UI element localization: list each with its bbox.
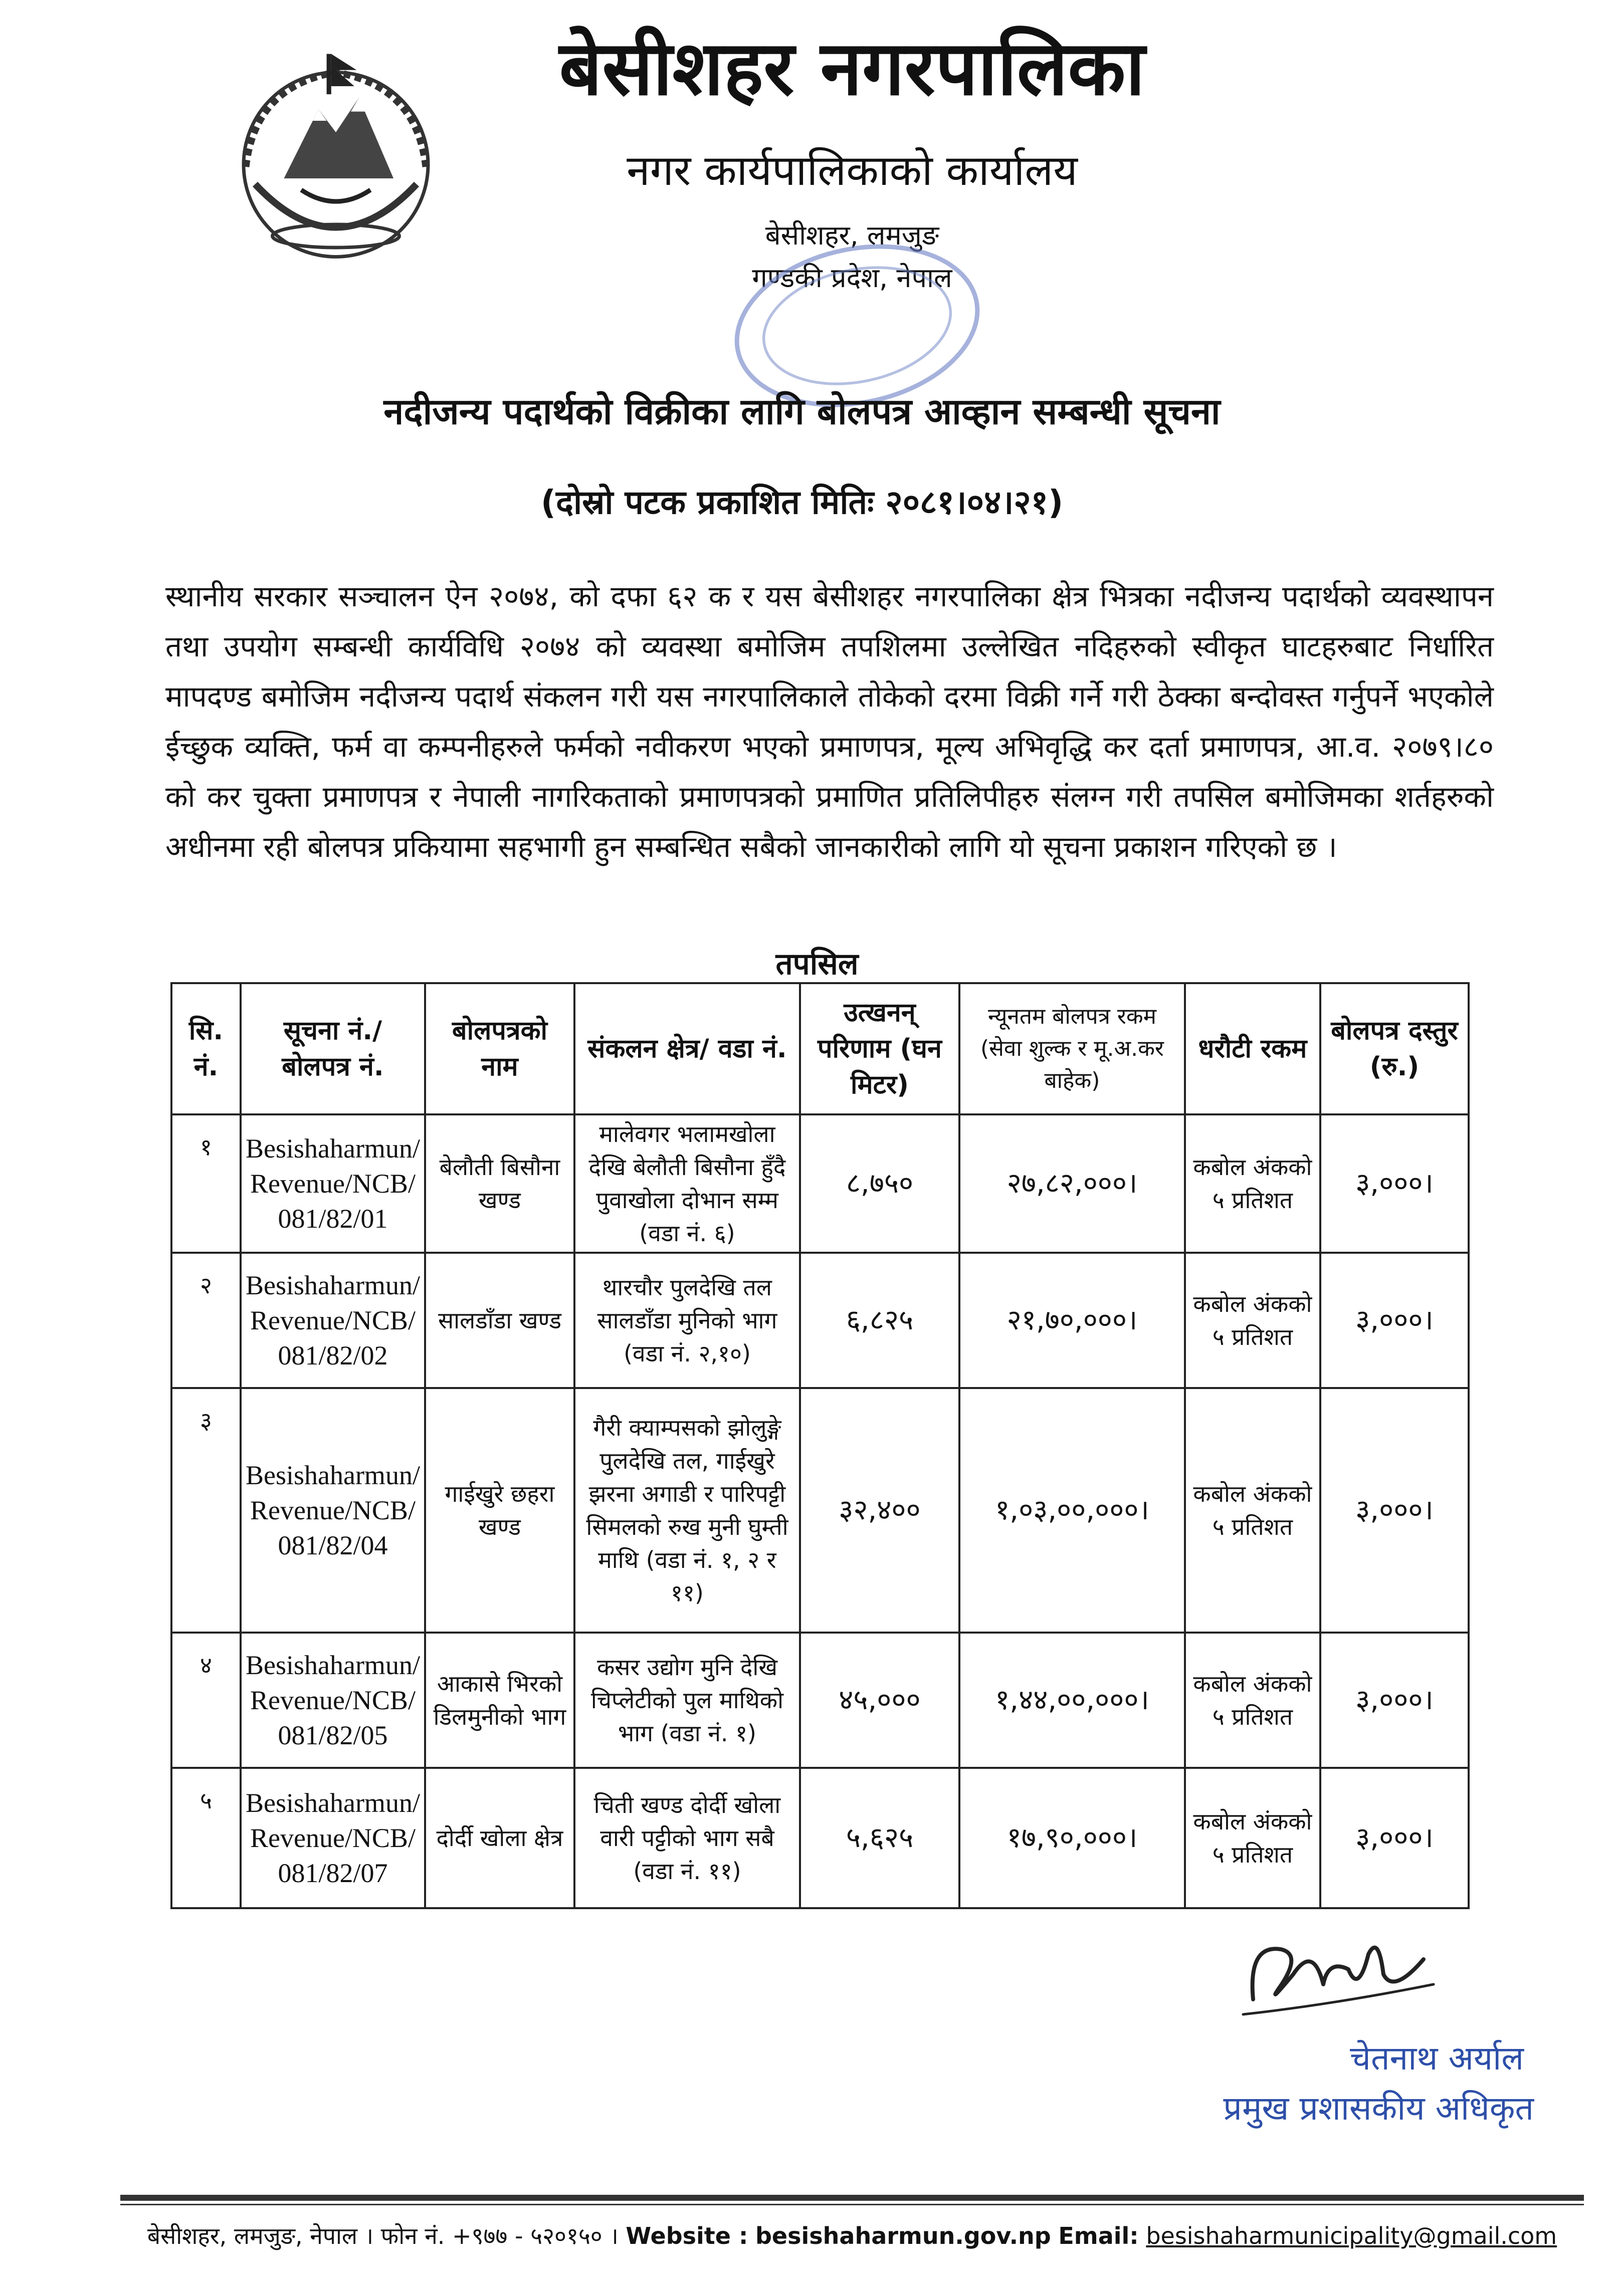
- volume-cell: ३२,४००: [800, 1388, 959, 1633]
- publication-date-line: (दोस्रो पटक प्रकाशित मितिः २०८१।०४।२१): [540, 483, 1064, 522]
- table-caption: तपसिल: [775, 947, 859, 982]
- header-cell: बोलपत्रको नाम: [425, 983, 574, 1114]
- fee-cell: ३,०००।: [1320, 1388, 1469, 1633]
- notice-no-cell: Besishaharmun/ Revenue/NCB/ 081/82/01: [241, 1114, 425, 1253]
- serial-cell: १: [171, 1114, 241, 1253]
- notice-body: स्थानीय सरकार सञ्चालन ऐन २०७४, को दफा ६२ क र यस बेसीशहर नगरपालिका क्षेत्र भित्रका नदीजन्य पदार्थको व्यवस्थापन तथा उपयोग सम्बन्धी कार्यविधि २०७४ को व्यवस्था बमोजिम तपशिलमा उल्लेखित नदिहरुको स्वीकृत घाटहरुबाट निर्धारित मापदण्ड बमोजिम नदीजन्य पदार्थ संकलन गरी यस नगरपालिकाले तोकेको दरमा विक्री गर्ने गरी ठेक्का बन्दोवस्त गर्नुपर्ने भएकोले ईच्छुक व्यक्ति, फर्म वा कम्पनीहरुले फर्मको नवीकरण भएको प्रमाणपत्र, मूल्य अभिवृद्धि कर दर्ता प्रमाणपत्र, आ.व. २०७९।८० को कर चुक्ता प्रमाणपत्र र नेपाली नागरिकताको प्रमाणपत्रको प्रमाणित प्रतिलिपीहरु संलग्न गरी तपसिल बमोजिमका शर्तहरुको अधीनमा रही बोलपत्र प्रकियामा सहभागी हुन सम्बन्धित सबैको जानकारीको लागि यो सूचना प्रकाशन गरिएको छ ।: [165, 579, 1494, 864]
- volume-cell: ५,६२५: [800, 1768, 959, 1908]
- min-amount-cell: १,०३,००,०००।: [959, 1388, 1185, 1633]
- volume-cell: ६,८२५: [800, 1253, 959, 1388]
- deposit-cell: कबोल अंकको ५ प्रतिशत: [1185, 1768, 1320, 1908]
- table-row: [171, 1253, 1469, 1388]
- table-row: [171, 1768, 1469, 1908]
- footer-address: बेसीशहर, लमजुङ, नेपाल । फोन नं. +९७७ - ५२०१५० ।: [147, 2222, 619, 2249]
- table-row: [171, 1114, 1469, 1253]
- notice-no-cell: Besishaharmun/ Revenue/NCB/ 081/82/02: [241, 1253, 425, 1388]
- address-line-2: गण्डकी प्रदेश, नेपाल: [752, 262, 952, 294]
- min-amount-cell: २७,८२,०००।: [959, 1114, 1185, 1253]
- serial-cell: ३: [171, 1388, 241, 1633]
- handwritten-signature-icon: [1233, 1914, 1444, 2034]
- area-cell: गैरी क्याम्पसको झोलुङ्गे पुलदेखि तल, गाईखुरे झरना अगाडी र पारिपट्टी सिमलको रुख मुनी घुम्ती माथि (वडा नं. १, २ र ११): [574, 1388, 800, 1633]
- tender-table: [170, 982, 1470, 1909]
- signer-title: प्रमुख प्रशासकीय अधिकृत: [1223, 2089, 1534, 2128]
- min-amount-cell: १,४४,००,०००।: [959, 1633, 1185, 1768]
- email-label: Email:: [1058, 2222, 1139, 2249]
- table-header-row: [171, 983, 1469, 1114]
- website-label: Website :: [626, 2222, 748, 2249]
- tender-name-cell: आकासे भिरको डिलमुनीको भाग: [425, 1633, 574, 1768]
- volume-cell: ४५,०००: [800, 1633, 959, 1768]
- fee-cell: ३,०००।: [1320, 1768, 1469, 1908]
- notice-title: नदीजन्य पदार्थको विक्रीका लागि बोलपत्र आव्हान सम्बन्धी सूचना: [383, 390, 1221, 432]
- notice-no-cell: Besishaharmun/ Revenue/NCB/ 081/82/05: [241, 1633, 425, 1768]
- signer-name: चेतनाथ अर्याल: [1350, 2039, 1524, 2078]
- area-cell: कसर उद्योग मुनि देखि चिप्लेटीको पुल माथिको भाग (वडा नं. १): [574, 1633, 800, 1768]
- email-link[interactable]: besishaharmunicipality@gmail.com: [1146, 2222, 1557, 2249]
- deposit-cell: कबोल अंकको ५ प्रतिशत: [1185, 1114, 1320, 1253]
- tender-name-cell: गाईखुरे छहरा खण्ड: [425, 1388, 574, 1633]
- footer: [120, 2220, 1584, 2251]
- header-cell: न्यूनतम बोलपत्र रकम (सेवा शुल्क र मू.अ.कर बाहेक): [959, 983, 1185, 1114]
- area-cell: मालेवगर भलामखोला देखि बेलौती बिसौना हुँदै पुवाखोला दोभान सम्म (वडा नं. ६): [574, 1114, 800, 1253]
- area-cell: चिती खण्ड दोर्दी खोला वारी पट्टीको भाग सबै (वडा नं. ११): [574, 1768, 800, 1908]
- deposit-cell: कबोल अंकको ५ प्रतिशत: [1185, 1633, 1320, 1768]
- footer-divider: [120, 2195, 1584, 2201]
- min-amount-cell: १७,९०,०००।: [959, 1768, 1185, 1908]
- nepal-government-emblem-icon: [221, 40, 451, 271]
- municipality-title: बेसीशहर नगरपालिका: [559, 25, 1145, 112]
- fee-cell: ३,०००।: [1320, 1114, 1469, 1253]
- header-cell: धरौटी रकम: [1185, 983, 1320, 1114]
- tender-name-cell: दोर्दी खोला क्षेत्र: [425, 1768, 574, 1908]
- fee-cell: ३,०००।: [1320, 1633, 1469, 1768]
- fee-cell: ३,०००।: [1320, 1253, 1469, 1388]
- deposit-cell: कबोल अंकको ५ प्रतिशत: [1185, 1253, 1320, 1388]
- footer-divider-thin: [120, 2204, 1584, 2205]
- header-cell: बोलपत्र दस्तुर (रु.): [1320, 983, 1469, 1114]
- address-line-1: बेसीशहर, लमजुङ: [765, 219, 939, 251]
- serial-cell: २: [171, 1253, 241, 1388]
- website-link[interactable]: besishaharmun.gov.np: [755, 2222, 1051, 2249]
- notice-no-cell: Besishaharmun/ Revenue/NCB/ 081/82/07: [241, 1768, 425, 1908]
- min-amount-cell: २१,७०,०००।: [959, 1253, 1185, 1388]
- header-cell: संकलन क्षेत्र/ वडा नं.: [574, 983, 800, 1114]
- header-cell: उत्खनन् परिणाम (घन मिटर): [800, 983, 959, 1114]
- table-row: [171, 1633, 1469, 1768]
- notice-no-cell: Besishaharmun/ Revenue/NCB/ 081/82/04: [241, 1388, 425, 1633]
- serial-cell: ५: [171, 1768, 241, 1908]
- area-cell: थारचौर पुलदेखि तल सालडाँडा मुनिको भाग (वडा नं. २,१०): [574, 1253, 800, 1388]
- deposit-cell: कबोल अंकको ५ प्रतिशत: [1185, 1388, 1320, 1633]
- table-row: [171, 1388, 1469, 1633]
- tender-name-cell: सालडाँडा खण्ड: [425, 1253, 574, 1388]
- volume-cell: ८,७५०: [800, 1114, 959, 1253]
- header-cell: सूचना नं./ बोलपत्र नं.: [241, 983, 425, 1114]
- header-cell: सि. नं.: [171, 983, 241, 1114]
- office-title: नगर कार्यपालिकाको कार्यालय: [627, 146, 1078, 195]
- tender-name-cell: बेलौती बिसौना खण्ड: [425, 1114, 574, 1253]
- serial-cell: ४: [171, 1633, 241, 1768]
